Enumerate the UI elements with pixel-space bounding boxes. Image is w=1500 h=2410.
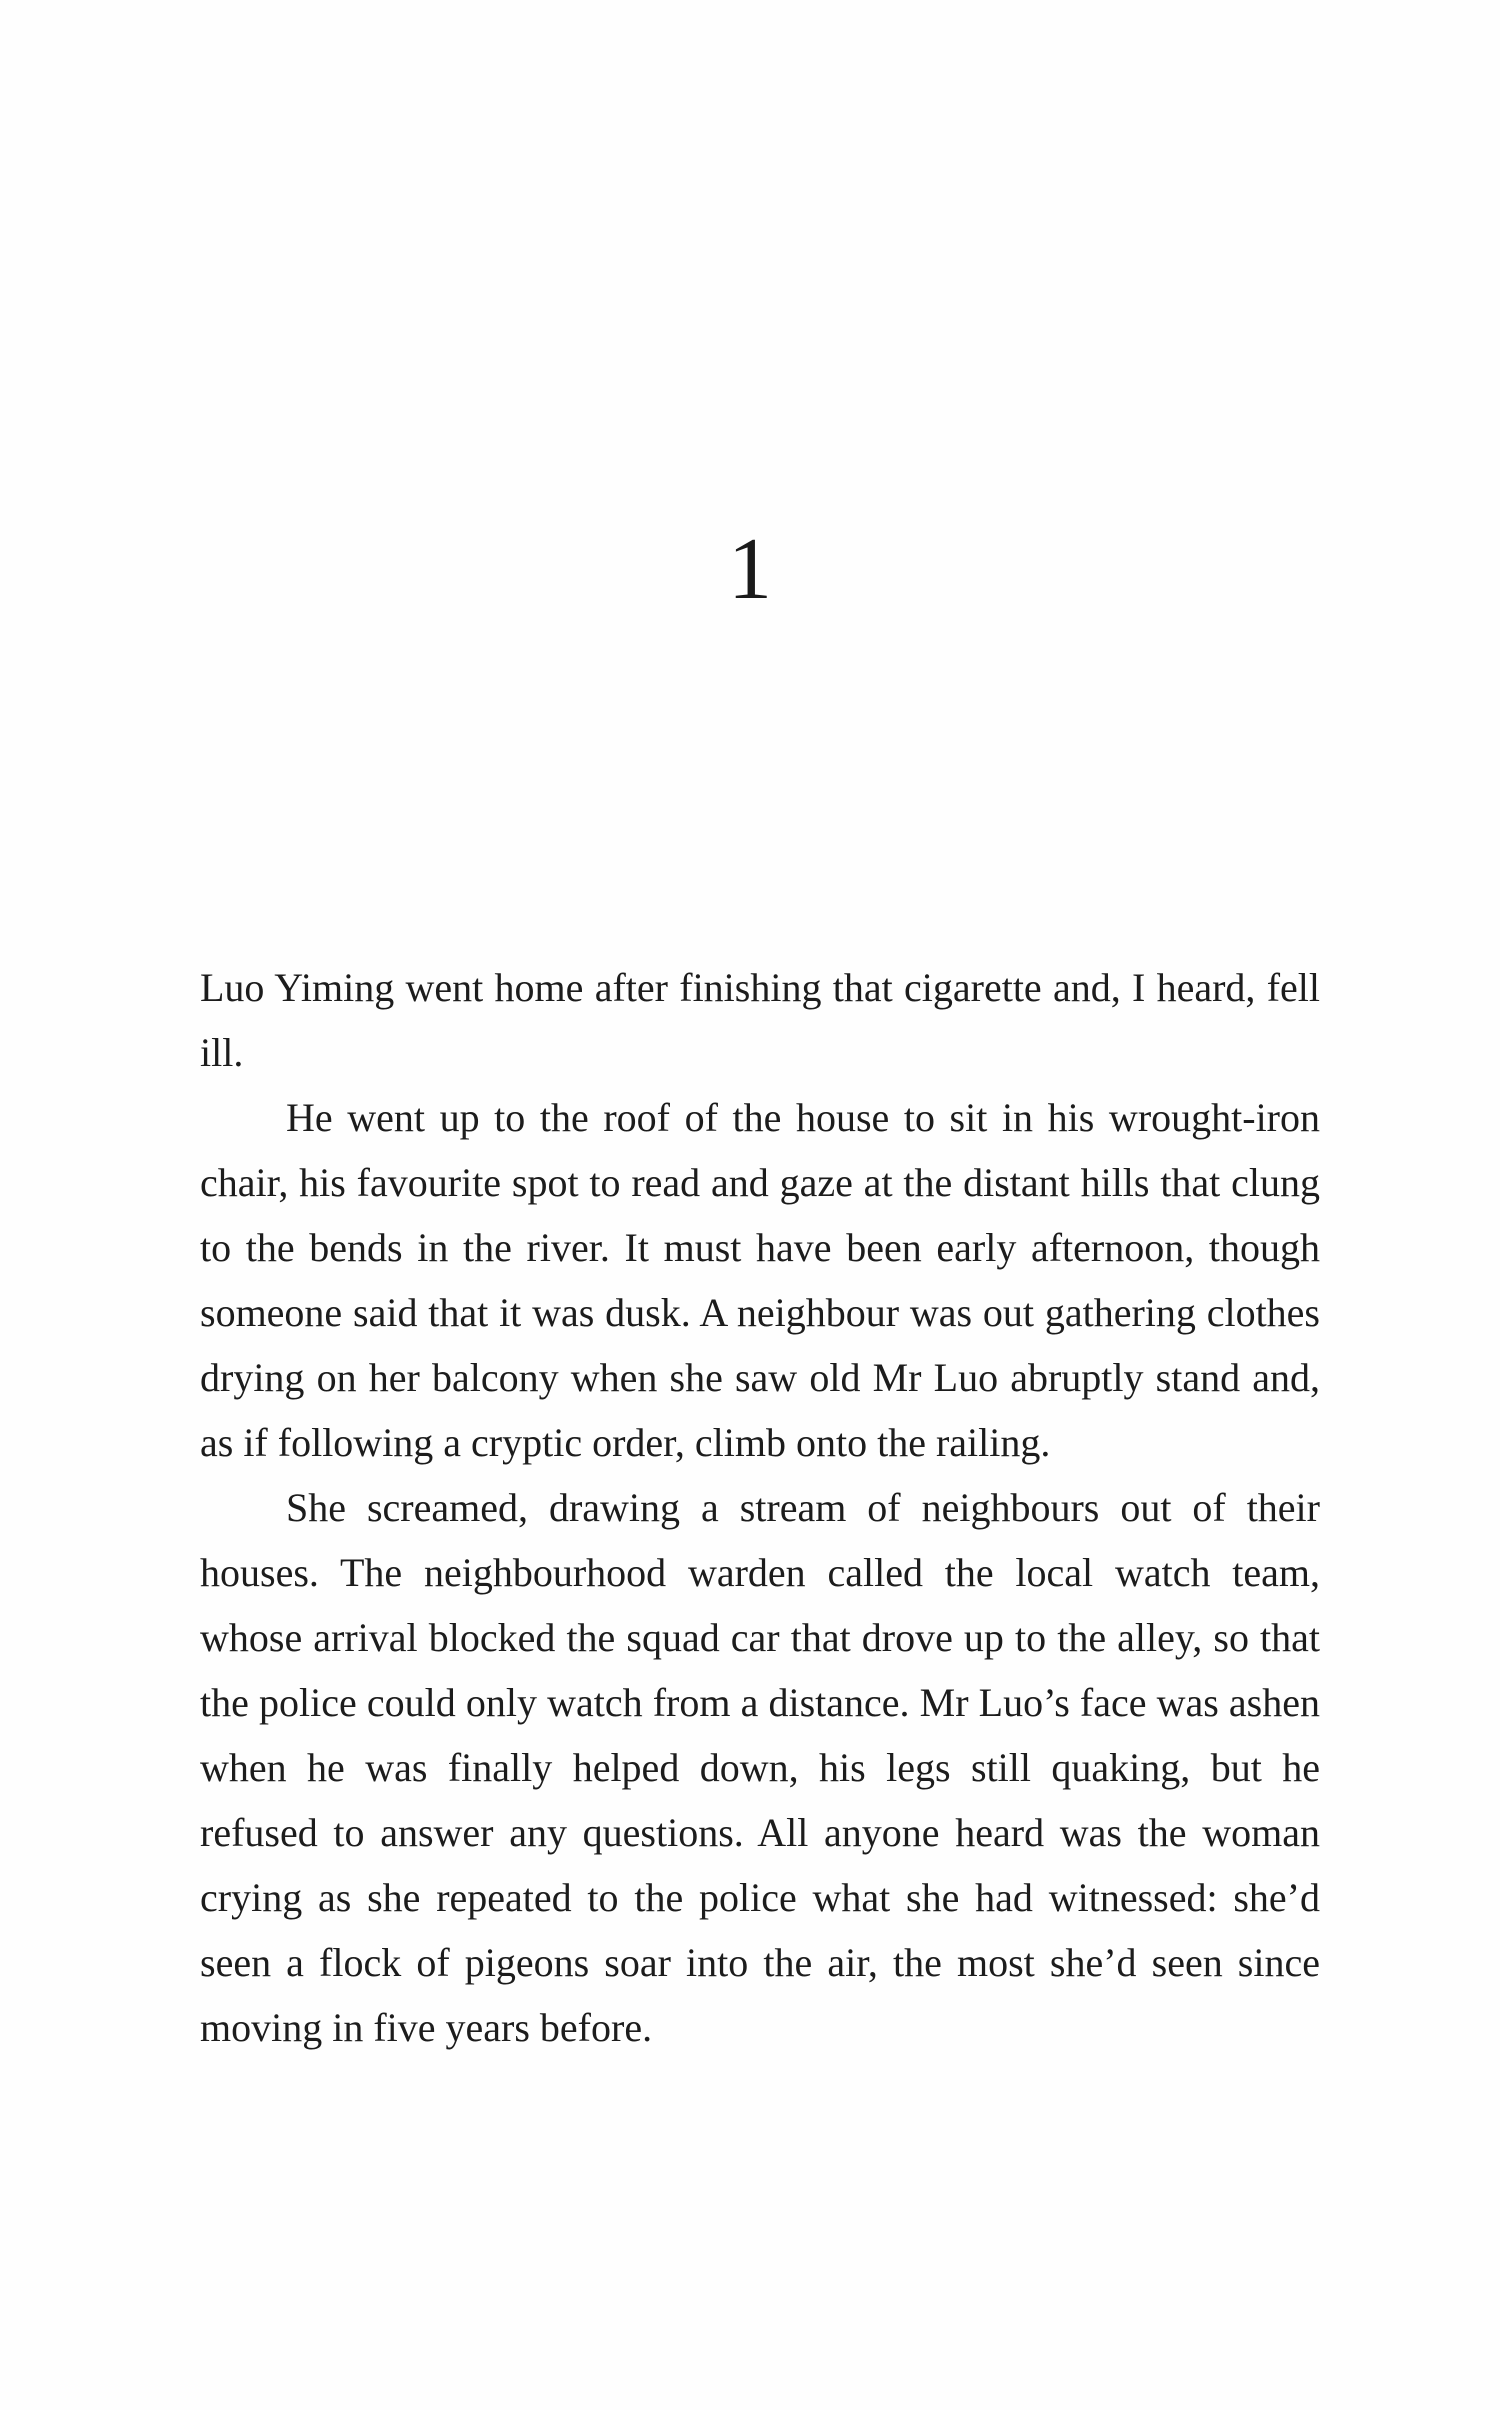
chapter-body: [200, 955, 1320, 2060]
chapter-number: 1: [728, 521, 772, 618]
paragraph-2: He went up to the roof of the house to sit in his wrought-iron chair, his favourite spot to read and gaze at the distant hills that clung to the bends in the river. It must have been early afternoon, though someone said that it was dusk. A neighbour was out gathering clothes drying on her balcony when she saw old Mr Luo abruptly stand and, as if following a cryptic order, climb onto the railing.: [200, 1095, 1320, 1465]
paragraph-3: She screamed, drawing a stream of neighbours out of their houses. The neighbourhood warden called the local watch team, whose arrival blocked the squad car that drove up to the alley, so that the police could only watch from a distance. Mr Luo’s face was ashen when he was finally helped down, his legs still quaking, but he refused to answer any questions. All anyone heard was the woman crying as she repeated to the police what she had witnessed: she’d seen a flock of pigeons soar into the air, the most she’d seen since moving in five years before.: [200, 1485, 1320, 2050]
paragraph-1: Luo Yiming went home after finishing that cigarette and, I heard, fell ill.: [200, 965, 1320, 1075]
